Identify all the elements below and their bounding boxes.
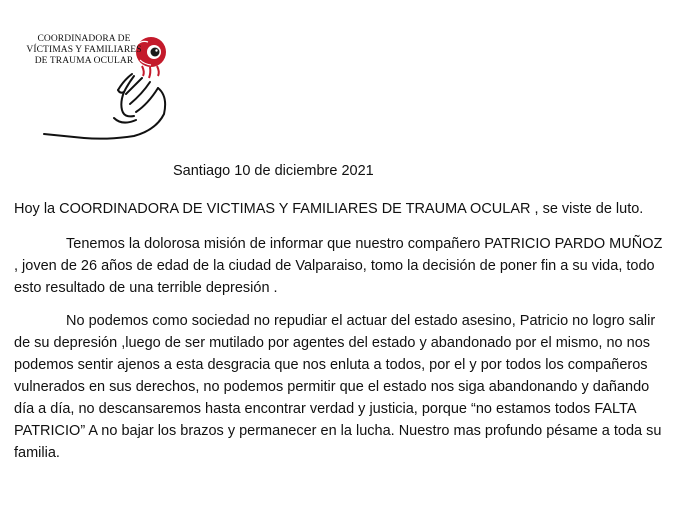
letter-date: Santiago 10 de diciembre 2021 <box>173 163 374 179</box>
logo-text <box>24 34 144 67</box>
logo-line-2: VÍCTIMAS Y FAMILIARES <box>26 45 142 55</box>
paragraph-statement: No podemos como sociedad no repudiar el actuar del estado asesino, Patricio no logro salir de su depresión ,luego de ser mutilado por agentes del estado y abandonado por el mismo, no nos podemos sentir ajenos a esta desgracia que nos enluta a todos, por el y por todos los compañeros vulnerados en sus derechos, no podemos permitir que el estado nos siga abandonando y dañando día a día, no descansaremos hasta encontrar verdad y justicia, porque “no estamos todos FALTA PATRICIO” A no bajar los brazos y permanecer en la lucha. Nuestro mas profundo pésame a toda su familia. <box>14 313 662 461</box>
logo-line-3: DE TRAUMA OCULAR <box>34 56 134 66</box>
paragraph-news: Tenemos la dolorosa misión de informar que nuestro compañero PATRICIO PARDO MUÑOZ , joven de 26 años de edad de la ciudad de Valparaiso, tomo la decisión de poner fin a su vida, todo esto resultado de una terrible depresión . <box>14 236 663 296</box>
organization-logo <box>24 22 174 150</box>
paragraph-announcement: Hoy la COORDINADORA DE VICTIMAS Y FAMILIARES DE TRAUMA OCULAR , se viste de luto. <box>14 201 644 217</box>
logo-line-1: COORDINADORA DE <box>37 34 131 44</box>
hand-icon <box>44 74 165 139</box>
